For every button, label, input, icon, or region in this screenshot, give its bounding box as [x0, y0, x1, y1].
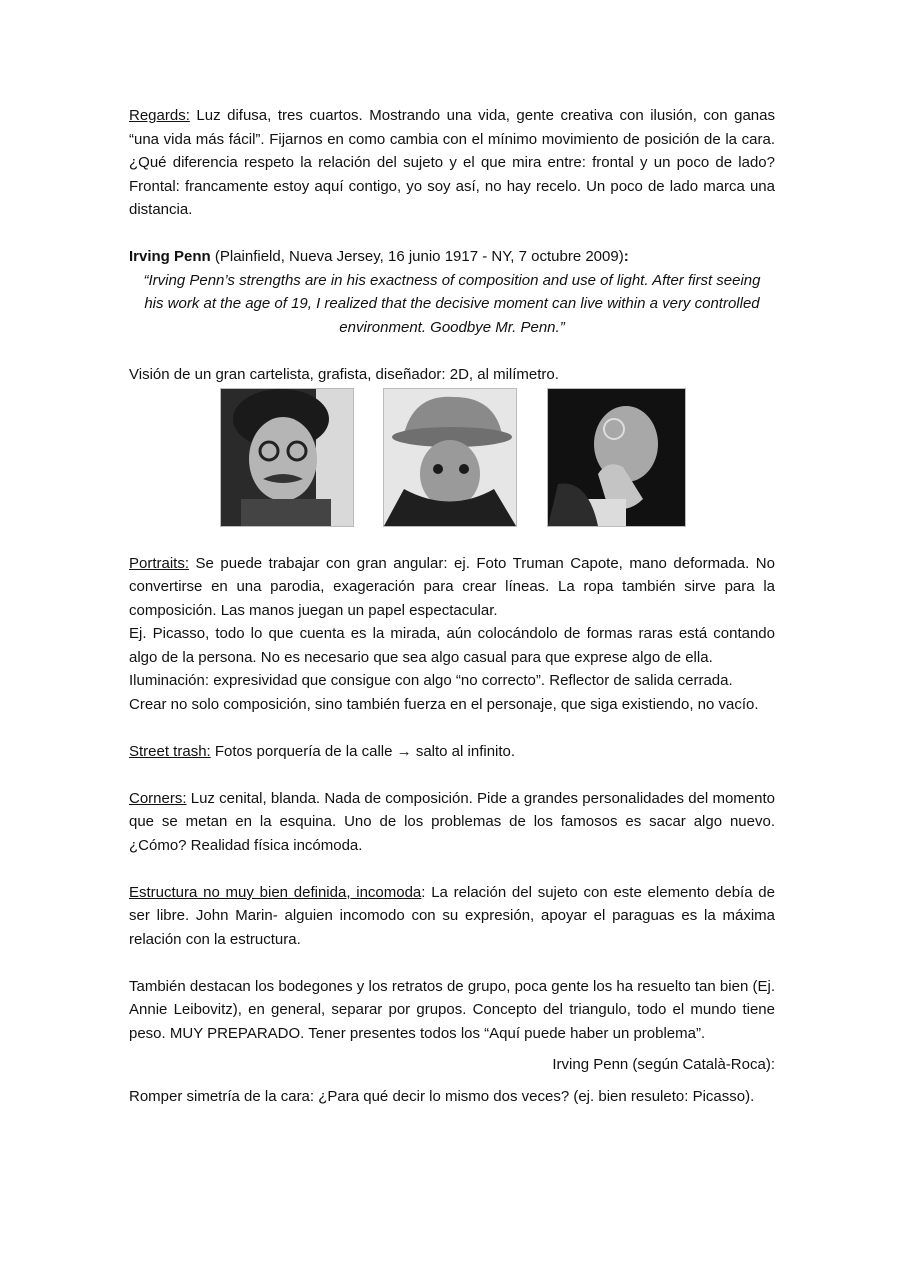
- catala-line: Irving Penn (según Català-Roca):: [552, 1056, 775, 1073]
- penn-name: Irving Penn: [129, 248, 211, 265]
- penn-details: (Plainfield, Nueva Jersey, 16 junio 1917 - NY, 7 octubre 2009): [210, 248, 624, 265]
- photo-row: [129, 388, 775, 528]
- penn-heading-line: [129, 245, 775, 269]
- street-text-before: Fotos porquería de la calle: [210, 742, 397, 760]
- corners-paragraph: [129, 787, 775, 858]
- portraits-line-2: Ej. Picasso, todo lo que cuenta es la mirada, aún colocándolo de formas raras está contando algo de la persona. No es necesario que sea algo casual para que exprese algo de ella.: [129, 625, 775, 666]
- estructura-text: : La relación del sujeto con este elemento debía de ser libre. John Marin- alguien incomodo con su expresión, apoyar el paraguas es la máxima relación con la estructura.: [129, 883, 775, 948]
- penn-quote-line-2: his work at the age of 19, I realized that the decisive moment can live within a very controlled: [144, 295, 760, 312]
- penn-quote-line-1: “Irving Penn’s strengths are in his exactness of composition and use of light. After first seeing: [143, 271, 761, 289]
- portraits-paragraph: [129, 552, 775, 623]
- corners-heading: Corners:: [129, 789, 187, 807]
- portrait-picasso-hat-photo: [383, 388, 517, 527]
- regards-text: Luz difusa, tres cuartos. Mostrando una vida, gente creativa con ilusión, con ganas “una vida más fácil”. Fijarnos en como cambia con el mínimo movimiento de posición de la cara. ¿Qué diferencia respeto la relación del sujeto y el que mira entre: frontal y un poco de lado? Frontal: francamente estoy aquí contigo, yo soy así, no hay recelo. Un poco de lado marca una distancia.: [129, 107, 775, 218]
- bodegones-paragraph: También destacan los bodegones y los retratos de grupo, poca gente los ha resuelto tan bien (Ej. Annie Leibovitz), en general, separar por grupos. Concepto del triangulo, todo el mundo tiene peso. MUY PREPARADO. Tener presentes todos los “Aquí puede haber un problema”.: [129, 977, 775, 1042]
- regards-paragraph: [129, 104, 775, 222]
- street-heading: Street trash:: [129, 742, 211, 760]
- simetria-paragraph: Romper simetría de la cara: ¿Para qué decir lo mismo dos veces? (ej. bien resuleto: Picasso).: [129, 1087, 755, 1105]
- document-body: [129, 104, 775, 1108]
- estructura-heading: Estructura no muy bien definida, incomoda: [129, 883, 422, 901]
- portraits-line-3: Iluminación: expresividad que consigue con algo “no correcto”. Reflector de salida cerrada.: [129, 672, 733, 689]
- penn-colon: :: [623, 248, 629, 265]
- estructura-paragraph: [129, 881, 775, 952]
- portraits-text: Se puede trabajar con gran angular: ej. Foto Truman Capote, mano deformada. No convertirse en una parodia, exageración para crear líneas. La ropa también sirve para la composición. Las manos juegan un papel espectacular.: [129, 554, 775, 619]
- portraits-line-4: Crear no solo composición, sino también fuerza en el personaje, que siga existiendo, no vacío.: [129, 695, 759, 713]
- regards-heading: Regards:: [129, 107, 190, 124]
- arrow-right-icon: →: [396, 742, 412, 760]
- portrait-capote-hand-photo: [547, 388, 686, 527]
- vision-paragraph: Visión de un gran cartelista, grafista, diseñador: 2D, al milímetro.: [129, 365, 559, 383]
- portrait-man-mustache-photo: [220, 388, 354, 527]
- street-text-after: salto al infinito.: [411, 742, 516, 760]
- street-paragraph: [129, 740, 775, 764]
- corners-text: Luz cenital, blanda. Nada de composición. Pide a grandes personalidades del momento que se metan en la esquina. Uno de los problemas de los famosos es sacar algo nuevo. ¿Cómo? Realidad física incómoda.: [129, 789, 775, 854]
- penn-quote-line-3: environment. Goodbye Mr. Penn.”: [339, 318, 565, 336]
- portraits-heading: Portraits:: [129, 554, 190, 572]
